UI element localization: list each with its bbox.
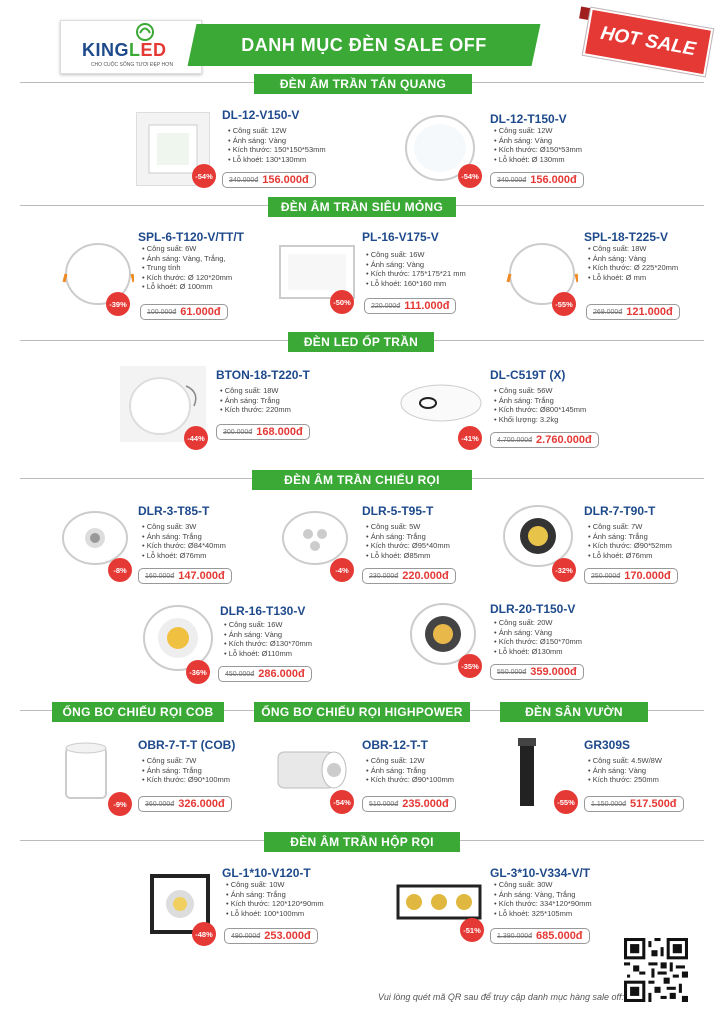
discount-badge: -48% [192,922,216,946]
section-title: ĐÈN LED ỐP TRẦN [288,332,434,352]
product-name: DLR-16-T130-V [220,604,306,618]
section-title: ĐÈN ÂM TRẦN HỘP RỌI [264,832,460,852]
product-image [398,378,484,428]
product-name: BTON-18-T220-T [216,368,310,382]
discount-badge: -4% [330,558,354,582]
product-name: OBR-12-T-T [362,738,428,752]
product-specs: • Công suất: 3W • Ánh sáng: Trắng • Kích thước: Ø84*40mm • Lỗ khoét: Ø76mm [142,522,226,560]
discount-badge: -55% [554,790,578,814]
product-specs: • Công suất: 20W • Ánh sáng: Vàng • Kích thước: Ø150*70mm • Lỗ khoét: Ø130mm [494,618,582,656]
price-tag: 300.000đ 168.000đ [216,424,310,440]
hot-sale-badge: HOT SALE [583,8,713,77]
section-title: ĐÈN ÂM TRẦN SIÊU MỎNG [268,197,456,217]
product-specs: • Công suất: 7W • Ánh sáng: Trắng • Kích thước: Ø90*52mm • Lỗ khoét: Ø76mm [588,522,672,560]
discount-badge: -54% [330,790,354,814]
discount-badge: -32% [552,558,576,582]
discount-badge: -44% [184,426,208,450]
qr-instruction: Vui lòng quét mã QR sau để truy cập danh mục hàng sale off: [378,992,624,1002]
page-title: DANH MỤC ĐÈN SALE OFF [241,34,487,55]
price-tag: 450.000đ 286.000đ [218,666,312,682]
price-tag: 550.000đ 359.000đ [490,664,584,680]
product-name: DL-C519T (X) [490,368,566,382]
price-tag: 160.000đ 147.000đ [138,568,232,584]
product-specs: • Công suất: 10W • Ánh sáng: Trắng • Kích thước: 120*120*90mm • Lỗ khoét: 100*100mm [226,880,324,918]
price-tag: 340.000đ 156.000đ [222,172,316,188]
section-title: ĐÈN SÂN VƯỜN [500,702,648,722]
product-specs: • Công suất: 12W • Ánh sáng: Trắng • Kích thước: Ø90*100mm [366,756,454,785]
discount-badge: -41% [458,426,482,450]
price-tag: 4.700.000đ 2.760.000đ [490,432,599,448]
product-specs: • Công suất: 18W • Ánh sáng: Vàng • Kích thước: Ø 225*20mm • Lỗ khoét: Ø mm [588,244,678,282]
product-name: DL-12-V150-V [222,108,300,122]
product-specs: • Công suất: 56W • Ánh sáng: Trắng • Kích thước: Ø800*145mm • Khối lượng: 3.2kg [494,386,586,424]
section-title: ỐNG BƠ CHIẾU RỌI HIGHPOWER [254,702,470,722]
product-specs: • Công suất: 4.5W/8W • Ánh sáng: Vàng • Kích thước: 250mm [588,756,662,785]
price-tag: 1.150.000đ 517.500đ [584,796,684,812]
product-image [514,736,540,810]
logo-leaf-icon [134,22,156,42]
discount-badge: -35% [458,654,482,678]
product-specs: • Công suất: 30W • Ánh sáng: Vàng, Trắng • Kích thước: 334*120*90mm • Lỗ khoét: 325*105mm [494,880,592,918]
price-tag: 1.390.000đ 685.000đ [490,928,590,944]
price-tag: 360.000đ 326.000đ [138,796,232,812]
product-name: GR309S [584,738,631,752]
product-specs: • Công suất: 16W • Ánh sáng: Vàng • Kích thước: 175*175*21 mm • Lỗ khoét: 160*160 mm [366,250,466,288]
qr-code-icon[interactable] [624,938,688,1002]
product-name: GL-3*10-V334-V/T [490,866,591,880]
product-name: DLR-3-T85-T [138,504,210,518]
discount-badge: -51% [460,918,484,942]
product-specs: • Công suất: 5W • Ánh sáng: Trắng • Kích thước: Ø95*40mm • Lỗ khoét: Ø85mm [366,522,450,560]
product-specs: • Công suất: 12W • Ánh sáng: Vàng • Kích thước: Ø150*53mm • Lỗ khoét: Ø 130mm [494,126,582,164]
discount-badge: -54% [458,164,482,188]
product-name: SPL-6-T120-V/TT/T [138,230,245,244]
product-specs: • Công suất: 12W • Ánh sáng: Vàng • Kích thước: 150*150*53mm • Lỗ khoét: 130*130mm [228,126,326,164]
price-tag: 230.000đ 220.000đ [362,568,456,584]
product-name: DLR-20-T150-V [490,602,576,616]
section-title: ĐÈN ÂM TRẦN CHIẾU RỌI [252,470,472,490]
price-tag: 510.000đ 235.000đ [362,796,456,812]
price-tag: 220.000đ 111.000đ [364,298,456,314]
product-name: DL-12-T150-V [490,112,567,126]
discount-badge: -9% [108,792,132,816]
product-specs: • Công suất: 18W • Ánh sáng: Trắng • Kích thước: 220mm [220,386,291,415]
section-title: ỐNG BƠ CHIẾU RỌI COB [52,702,224,722]
discount-badge: -36% [186,660,210,684]
product-name: GL-1*10-V120-T [222,866,311,880]
product-name: OBR-7-T-T (COB) [138,738,236,752]
price-tag: 269.000đ 121.000đ [586,304,680,320]
price-tag: 490.000đ 253.000đ [224,928,318,944]
product-specs: • Công suất: 7W • Ánh sáng: Trắng • Kích thước: Ø90*100mm [142,756,230,785]
product-specs: • Công suất: 6W • Ánh sáng: Vàng, Trắng, • Trung tính • Kích thước: Ø 120*20mm • Lỗ khoét: Ø 100mm [142,244,232,292]
price-tag: 100.000đ 61.000đ [140,304,228,320]
discount-badge: -39% [106,292,130,316]
product-specs: • Công suất: 16W • Ánh sáng: Vàng • Kích thước: Ø130*70mm • Lỗ khoét: Ø110mm [224,620,312,658]
discount-badge: -55% [552,292,576,316]
discount-badge: -8% [108,558,132,582]
price-tag: 250.000đ 170.000đ [584,568,678,584]
product-name: DLR-7-T90-T [584,504,656,518]
product-name: SPL-18-T225-V [584,230,669,244]
logo-text: KINGLED [82,40,167,60]
logo-tagline: CHO CUỘC SỐNG TƯƠI ĐẸP HƠN [90,62,174,68]
discount-badge: -54% [192,164,216,188]
discount-badge: -50% [330,290,354,314]
product-name: PL-16-V175-V [362,230,439,244]
price-tag: 340.000đ 156.000đ [490,172,584,188]
section-title: ĐÈN ÂM TRẦN TÁN QUANG [254,74,472,94]
product-name: DLR-5-T95-T [362,504,434,518]
product-image [62,740,110,802]
